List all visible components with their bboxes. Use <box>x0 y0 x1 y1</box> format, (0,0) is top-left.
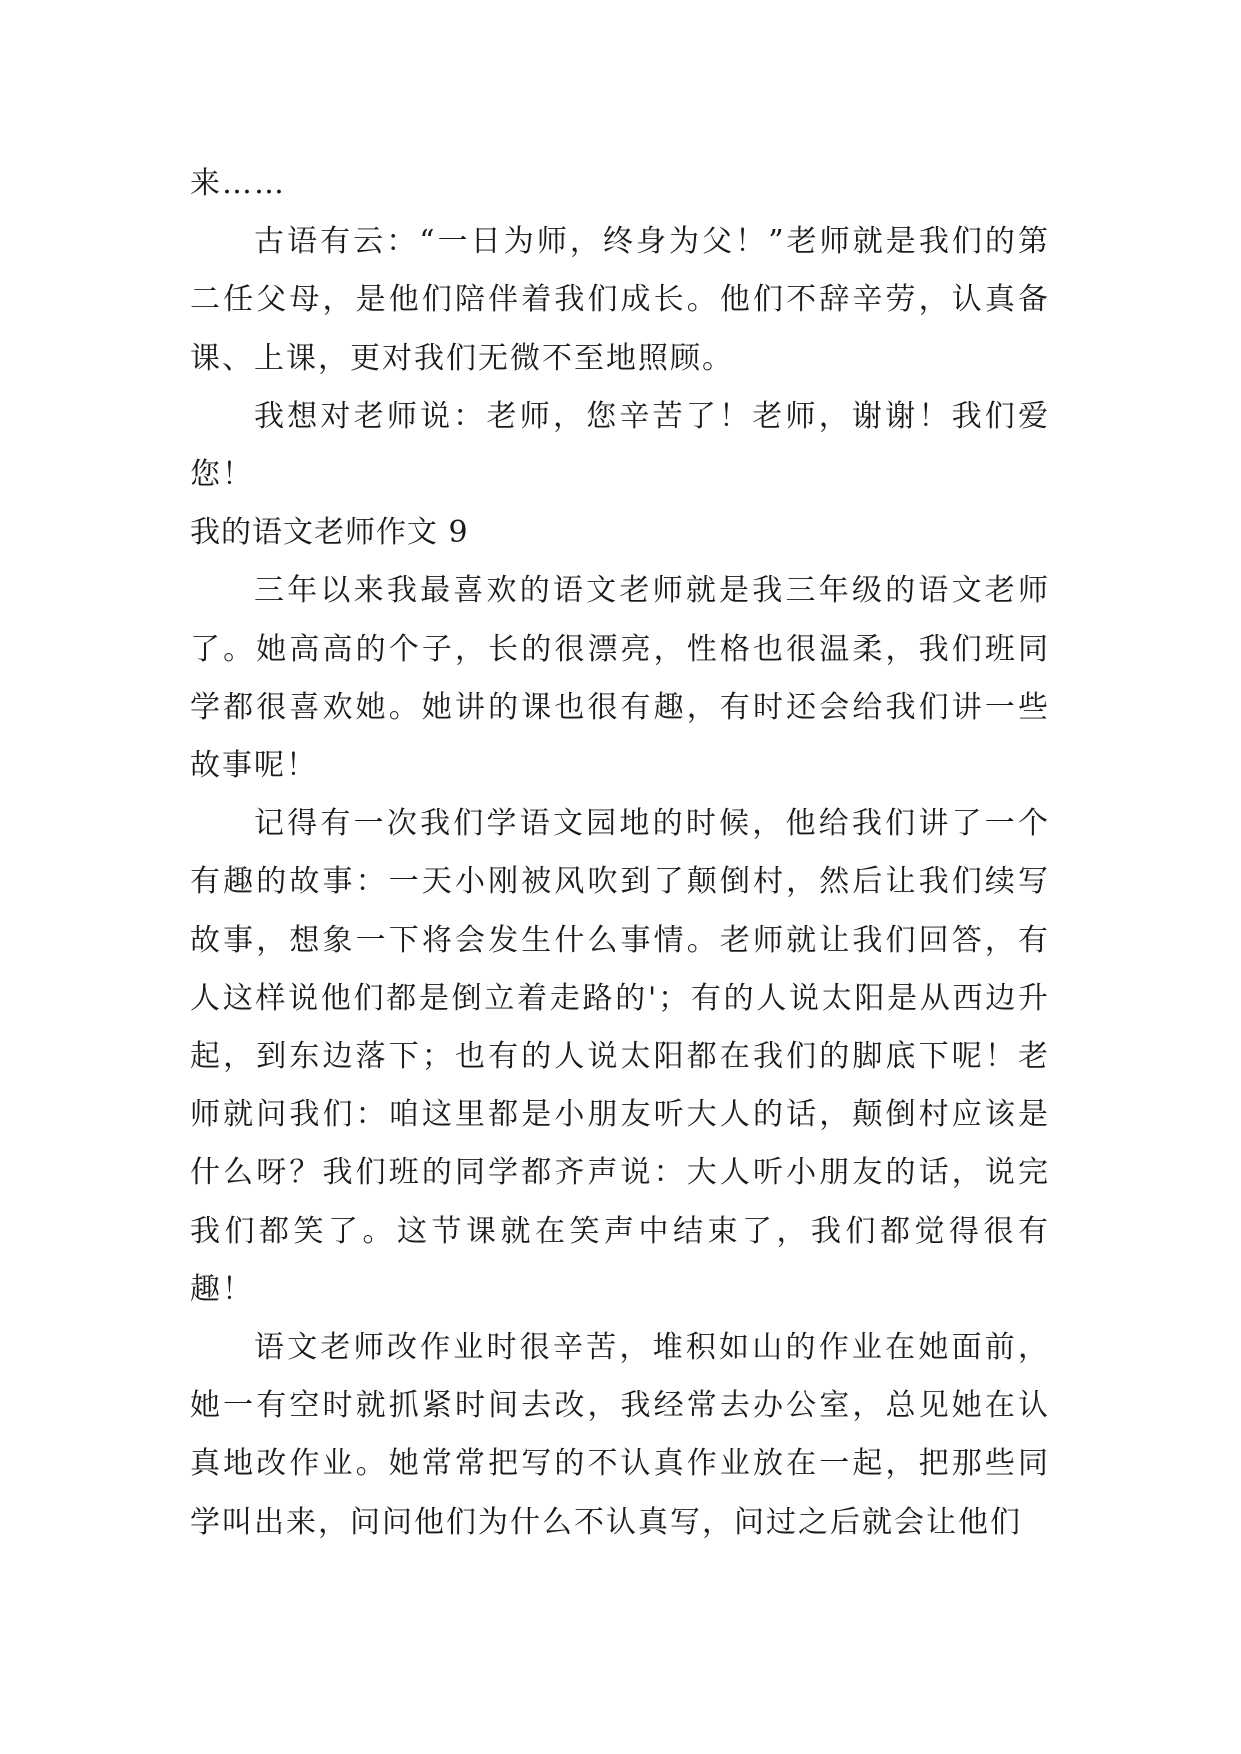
paragraph-story-lesson: 记得有一次我们学语文园地的时候，他给我们讲了一个有趣的故事：一天小刚被风吹到了颠倒村，然后让我们续写故事，想象一下将会发生什么事情。老师就让我们回答，有人这样说他们都是倒立着走路的'；有的人说太阳是从西边升起，到东边落下；也有的人说太阳都在我们的脚底下呢！老师就问我们：咱这里都是小朋友听大人的话，颠倒村应该是什么呀？我们班的同学都齐声说：大人听小朋友的话，说完我们都笑了。这节课就在笑声中结束了，我们都觉得很有趣！ <box>190 806 1050 1307</box>
section-heading: 我的语文老师作文 9 <box>190 515 469 551</box>
paragraph-grading-homework: 语文老师改作业时很辛苦，堆积如山的作业在她面前，她一有空时就抓紧时间去改，我经常去办公室，总见她在认真地改作业。她常常把写的不认真作业放在一起，把那些同学叫出来，问问他们为什么不认真写，问过之后就会让他们 <box>190 1330 1050 1540</box>
paragraph-favorite-teacher: 三年以来我最喜欢的语文老师就是我三年级的语文老师了。她高高的个子，长的很漂亮，性格也很温柔，我们班同学都很喜欢她。她讲的课也很有趣，有时还会给我们讲一些故事呢！ <box>190 573 1050 784</box>
paragraph-continuation: 来…… <box>190 166 286 201</box>
paragraph-thanks: 我想对老师说：老师，您辛苦了！老师，谢谢！我们爱您！ <box>190 398 1050 493</box>
paragraph-teacher-proverb: 古语有云：“一日为师，终身为父！”老师就是我们的第二任父母，是他们陪伴着我们成长。他们不辞辛劳，认真备课、上课，更对我们无微不至地照顾。 <box>190 224 1050 376</box>
document-body <box>190 155 1050 1552</box>
